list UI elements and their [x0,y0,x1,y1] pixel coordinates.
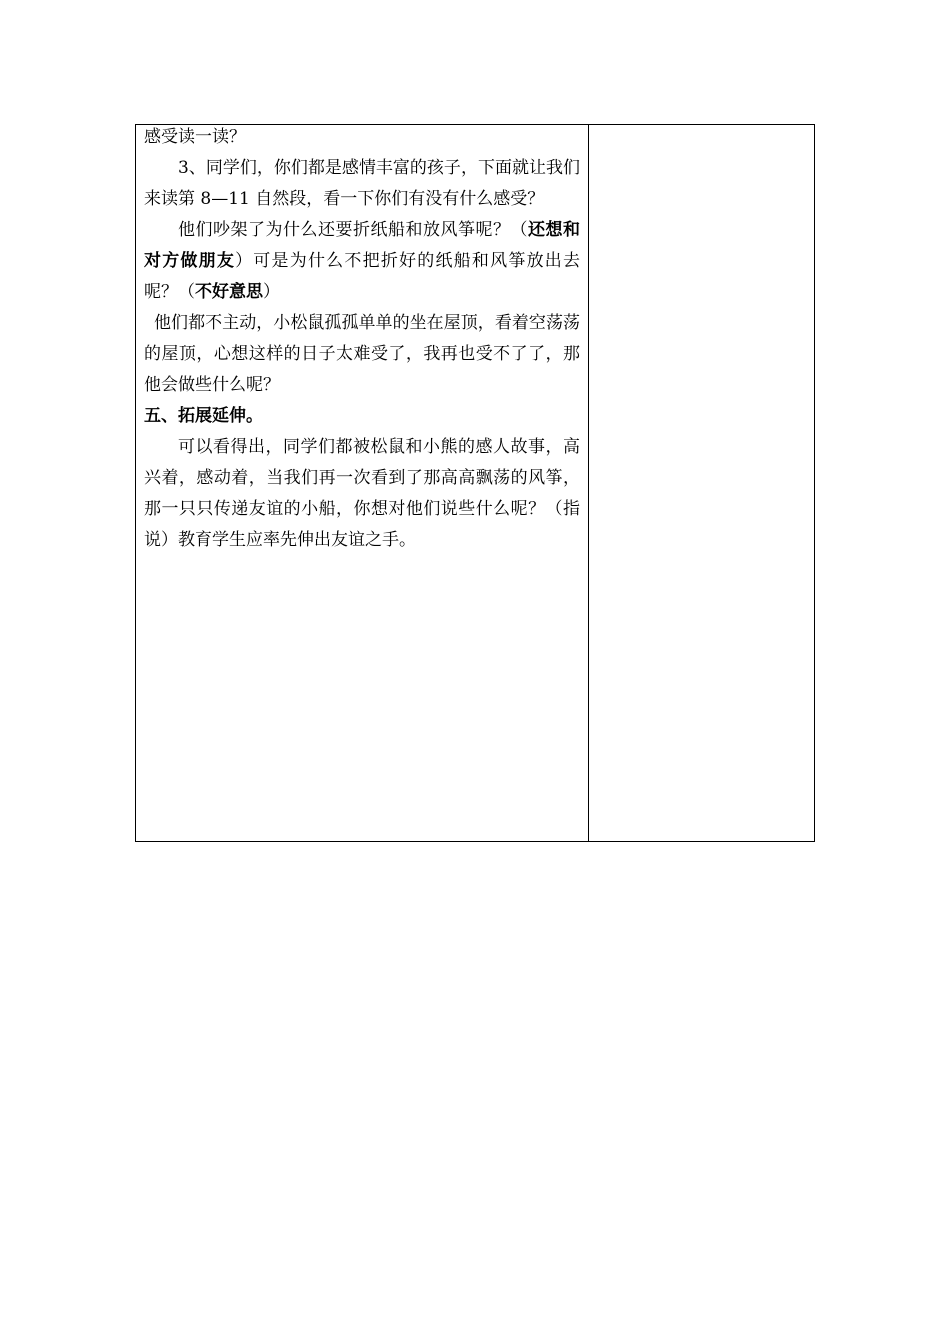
notes-cell [589,125,814,841]
paragraph-read-prompt: 感受读一读？ [144,127,246,147]
section-heading-extension: 五、拓展延伸。 [144,406,263,426]
paragraph-conclusion: 可以看得出，同学们都被松鼠和小熊的感人故事，高兴着，感动着，当我们再一次看到了那高高飘荡的风筝，那一只只传递友谊的小船，你想对他们说些什么呢？（指说）教育学生应率先伸出友谊之手。 [144,437,580,550]
paragraph-question [144,215,580,308]
teaching-content [144,122,580,556]
question-text-3: ） [263,282,280,302]
paragraph-step-3: 3、同学们，你们都是感情丰富的孩子，下面就让我们来读第 8—11 自然段，看一下你们有没有什么感受？ [144,158,580,209]
paragraph-squirrel: 他们都不主动，小松鼠孤孤单单的坐在屋顶，看着空荡荡的屋顶，心想这样的日子太难受了，我再也受不了了，那他会做些什么呢？ [144,313,580,395]
teaching-content-cell [136,125,589,841]
lesson-table [135,124,815,842]
question-text-2: ）可是为什么不把折好的纸船和风筝放出去呢？（ [144,251,581,302]
answer-friends: 还想和对方做朋友 [144,220,580,271]
answer-embarrassed: 不好意思 [195,282,263,302]
question-text-1: 他们吵架了为什么还要折纸船和放风筝呢？（ [178,220,528,240]
